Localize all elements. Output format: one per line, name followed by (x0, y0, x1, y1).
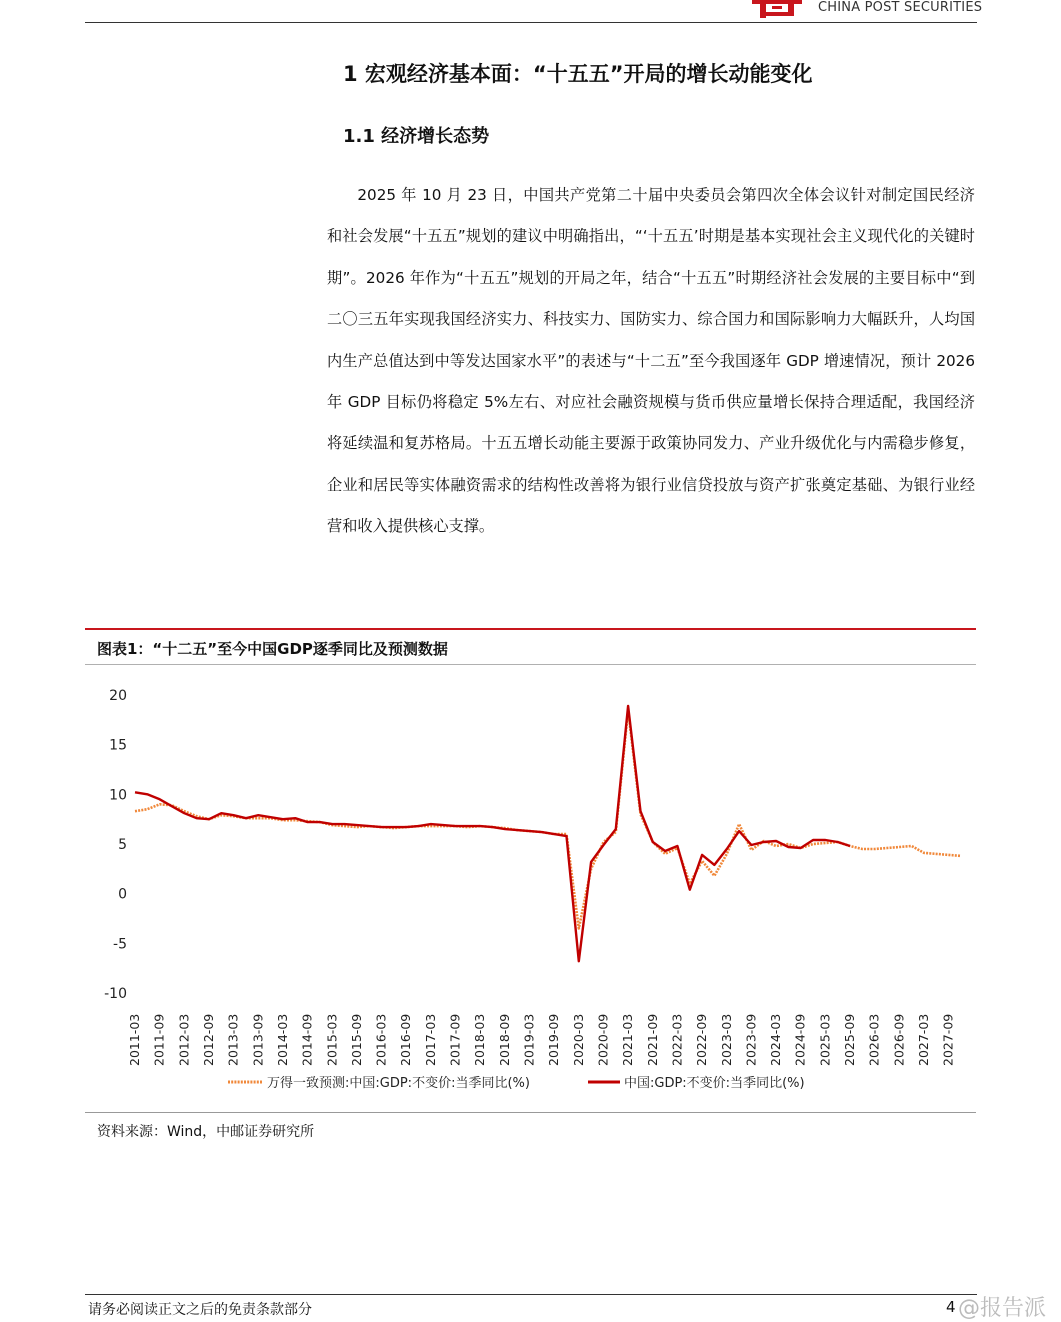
x-tick-label: 2014-03 (274, 1013, 290, 1066)
x-tick-label: 2018-03 (472, 1013, 488, 1066)
x-tick-label: 2023-03 (718, 1013, 734, 1066)
footer-rule (85, 1294, 977, 1295)
y-tick-label: -10 (104, 986, 127, 1002)
brand-name: CHINA POST SECURITIES (818, 0, 983, 15)
x-tick-label: 2017-03 (422, 1013, 438, 1066)
x-tick-label: 2019-09 (546, 1013, 562, 1066)
x-tick-label: 2027-09 (940, 1013, 956, 1066)
section-title: 1 宏观经济基本面：“十五五”开局的增长动能变化 (343, 62, 813, 86)
x-tick-label: 2021-09 (644, 1013, 660, 1066)
series-line-forecast (135, 710, 961, 929)
x-tick-label: 2024-03 (768, 1013, 784, 1066)
header-rule (85, 22, 977, 23)
legend-label: 万得一致预测:中国:GDP:不变价:当季同比(%) (267, 1076, 530, 1091)
x-tick-label: 2015-09 (348, 1013, 364, 1066)
body-paragraph (327, 175, 975, 548)
subsection-title: 1.1 经济增长态势 (343, 126, 490, 147)
figure-caption: 图表1：“十二五”至今中国GDP逐季同比及预测数据 (97, 640, 448, 658)
legend (228, 1075, 805, 1091)
x-tick-label: 2012-09 (200, 1013, 216, 1066)
x-tick-label: 2019-03 (521, 1013, 537, 1066)
x-tick-label: 2018-09 (496, 1013, 512, 1066)
source-note: 资料来源：Wind，中邮证券研究所 (97, 1124, 315, 1140)
legend-label: 中国:GDP:不变价:当季同比(%) (624, 1076, 805, 1091)
x-tick-label: 2022-09 (694, 1013, 710, 1066)
x-tick-label: 2017-09 (447, 1013, 463, 1066)
gdp-chart (85, 668, 976, 1108)
footer-disclaimer: 请务必阅读正文之后的免责条款部分 (88, 1302, 312, 1318)
x-tick-label: 2020-09 (595, 1013, 611, 1066)
x-tick-label: 2026-03 (866, 1013, 882, 1066)
x-tick-label: 2013-09 (250, 1013, 266, 1066)
caption-top-rule (85, 628, 976, 630)
x-tick-label: 2014-09 (299, 1013, 315, 1066)
x-tick-label: 2027-03 (916, 1013, 932, 1066)
x-tick-label: 2011-09 (151, 1013, 167, 1066)
x-tick-label: 2023-09 (743, 1013, 759, 1066)
x-tick-label: 2015-03 (324, 1013, 340, 1066)
x-tick-label: 2024-09 (792, 1013, 808, 1066)
x-axis (127, 1014, 956, 1066)
x-tick-label: 2025-03 (817, 1013, 833, 1066)
x-tick-label: 2011-03 (127, 1013, 142, 1066)
gdp-chart-svg (85, 668, 976, 1108)
x-tick-label: 2021-03 (620, 1013, 636, 1066)
x-tick-label: 2020-03 (570, 1013, 586, 1066)
x-tick-label: 2025-09 (842, 1013, 858, 1066)
x-tick-label: 2012-03 (176, 1013, 192, 1066)
series-group (135, 706, 961, 961)
x-tick-label: 2016-09 (398, 1013, 414, 1066)
page-number: 4 (946, 1298, 956, 1316)
x-tick-label: 2026-09 (891, 1013, 907, 1066)
x-tick-label: 2013-03 (225, 1013, 241, 1066)
x-tick-label: 2022-03 (669, 1013, 685, 1066)
series-line-actual (135, 706, 850, 961)
caption-bottom-rule (85, 664, 976, 665)
watermark: @报告派 (958, 1296, 1047, 1321)
body-paragraph-text: 2025 年 10 月 23 日，中国共产党第二十届中央委员会第四次全体会议针对制定国民经济和社会发展“十五五”规划的建议中明确指出，“‘十五五’时期是基本实现社会主义现代化的关键时期”。2026 年作为“十五五”规划的开局之年，结合“十五五”时期经济社会发展的主要目标中“到二〇三五年实现我国经济实力、科技实力、国防实力、综合国力和国际影响力大幅跃升，人均国内生产总值达到中等发达国家水平”的表述与“十二五”至今我国逐年 GDP 增速情况，预计 2026 年 GDP 目标仍将稳定 5%左右、对应社会融资规模与货币供应量增长保持合理适配，我国经济将延续温和复苏格局。十五五增长动能主要源于政策协同发力、产业升级优化与内需稳步修复，企业和居民等实体融资需求的结构性改善将为银行业信贷投放与资产扩张奠定基础、为银行业经营和收入提供核心支撑。 (327, 186, 975, 536)
y-axis (104, 688, 127, 1002)
y-tick-label: 5 (118, 837, 127, 853)
china-post-logo (752, 0, 802, 18)
source-rule (85, 1112, 976, 1113)
y-tick-label: 0 (118, 886, 127, 903)
y-tick-label: 10 (109, 787, 127, 804)
y-tick-label: -5 (113, 936, 127, 953)
y-tick-label: 20 (109, 688, 127, 704)
y-tick-label: 15 (109, 737, 127, 754)
x-tick-label: 2016-03 (373, 1013, 389, 1066)
